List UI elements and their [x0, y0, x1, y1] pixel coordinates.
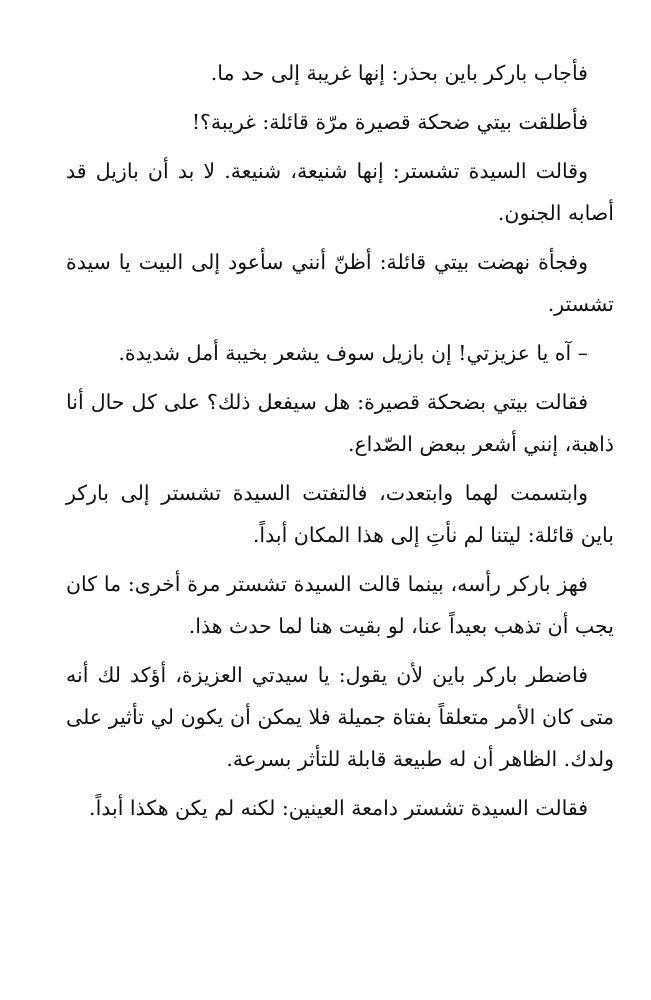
paragraph: فقالت السيدة تشستر دامعة العينين: لكنه لم يكن هكذا أبداً.	[89, 796, 588, 820]
book-page-text	[66, 52, 614, 836]
paragraph: وقالت السيدة تشستر: إنها شنيعة، شنيعة. لا بد أن بازيل قد أصابه الجنون.	[66, 159, 614, 225]
paragraph: فاضطر باركر باين لأن يقول: يا سيدتي العزيزة، أؤكد لك أنه متى كان الأمر متعلقاً بفتاة جميلة فلا يمكن أن يكون لي تأثير على ولدك. الظاهر أن له طبيعة قابلة للتأثر بسرعة.	[66, 663, 614, 771]
paragraph: فهز باركر رأسه، بينما قالت السيدة تشستر مرة أخرى: ما كان يجب أن تذهب بعيداً عنا، لو بقيت هنا لما حدث هذا.	[66, 572, 614, 638]
dialogue-paragraph: – آه يا عزيزتي! إن بازيل سوف يشعر بخيبة أمل شديدة.	[118, 341, 588, 365]
paragraph: فأطلقت بيتي ضحكة قصيرة مرّة قائلة: غريبة؟!	[191, 110, 588, 134]
paragraph: فقالت بيتي بضحكة قصيرة: هل سيفعل ذلك؟ على كل حال أنا ذاهبة، إنني أشعر ببعض الصّداع.	[66, 390, 614, 456]
paragraph: وابتسمت لهما وابتعدت، فالتفتت السيدة تشستر إلى باركر باين قائلة: ليتنا لم نأتِ إلى هذا المكان أبداً.	[66, 481, 614, 547]
paragraph: وفجأة نهضت بيتي قائلة: أظنّ أنني سأعود إلى البيت يا سيدة تشستر.	[66, 250, 614, 316]
paragraph: فأجاب باركر باين بحذر: إنها غريبة إلى حد ما.	[210, 61, 588, 85]
